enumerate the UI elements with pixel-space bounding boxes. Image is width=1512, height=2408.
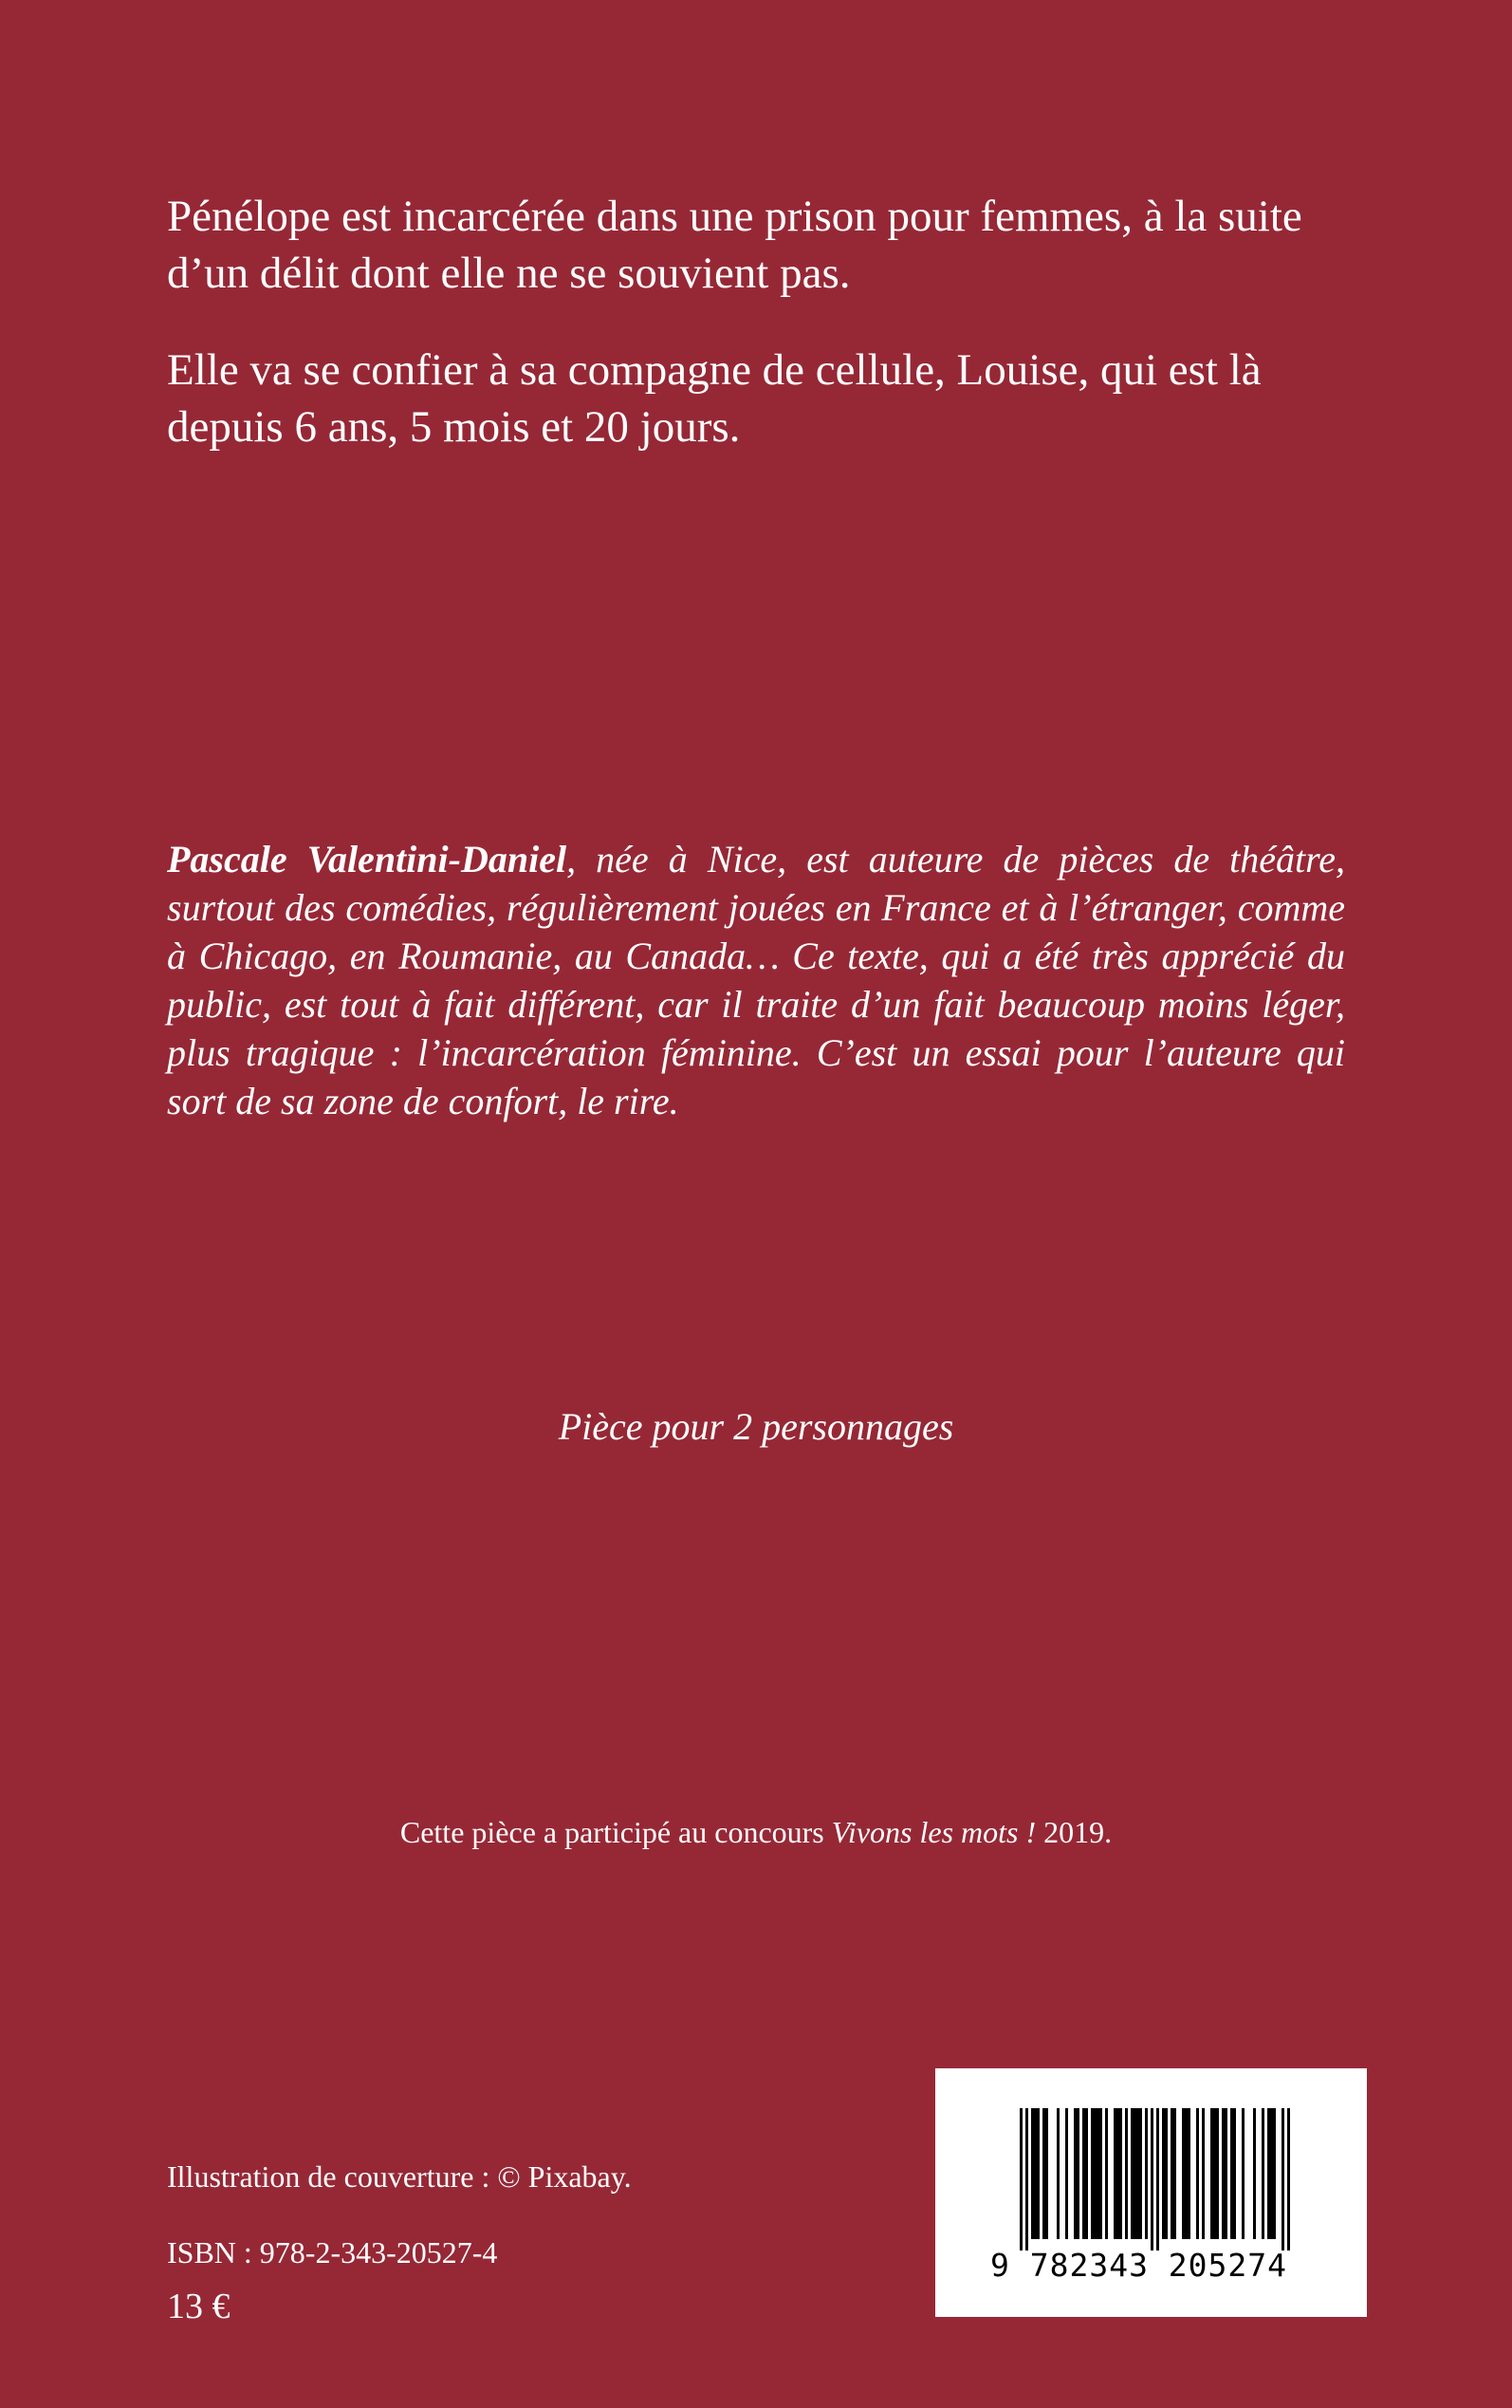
barcode-bar	[1085, 2108, 1088, 2239]
barcode-bar	[1099, 2108, 1102, 2239]
barcode-bar	[1020, 2108, 1023, 2251]
barcode-bar	[1222, 2108, 1225, 2239]
barcode-bar	[1262, 2108, 1264, 2239]
barcode-bar	[1173, 2108, 1176, 2239]
barcode-bar	[1273, 2108, 1276, 2239]
synopsis-paragraph-1: Pénélope est incarcérée dans une prison pour femmes, à la suite d’un délit dont elle ne se souvient pas.	[167, 192, 1302, 298]
synopsis	[167, 188, 1345, 455]
barcode-bar	[1282, 2108, 1284, 2251]
barcode-bar	[1188, 2108, 1190, 2239]
barcode-bar	[1230, 2108, 1233, 2239]
barcode-bar	[1037, 2108, 1040, 2239]
barcode-icon	[1013, 2108, 1298, 2251]
barcode-bar	[1151, 2108, 1153, 2251]
barcode-bar	[1131, 2108, 1134, 2239]
cast-note: Pièce pour 2 personnages	[558, 1405, 954, 1448]
barcode-bar	[1125, 2108, 1128, 2239]
illustration-credit: Illustration de couverture : © Pixabay.	[167, 2159, 632, 2194]
barcode-bar	[1270, 2108, 1273, 2239]
barcode-bar	[1156, 2108, 1159, 2251]
contest-suffix: 2019.	[1036, 1815, 1113, 1849]
author-bio-text: , née à Nice, est auteure de pièces de théâtre, surtout des comédies, régulièrement jouées en France et à l’étranger, comme à Chicago, en Roumanie, au Canada… Ce texte, qui a été très apprécié du public, est tout à fait différent, car il traite d’un fait beaucoup moins léger, plus tragique : l’incarcération féminine. C’est un essai pour l’auteure qui sort de sa zone de confort, le rire.	[167, 838, 1345, 1122]
barcode-bar	[1134, 2108, 1136, 2239]
contest-prefix: Cette pièce a participé au concours	[399, 1815, 832, 1849]
author-bio	[167, 835, 1345, 1125]
contest-title: Vivons les mots !	[831, 1815, 1037, 1849]
barcode-bar	[1225, 2108, 1227, 2239]
barcode-bar	[1287, 2108, 1290, 2251]
barcode-bar	[1196, 2108, 1199, 2239]
isbn: ISBN : 978-2-343-20527-4	[167, 2235, 498, 2269]
barcode-bar	[1094, 2108, 1097, 2239]
barcode-bar	[1253, 2108, 1256, 2239]
barcode-bar	[1216, 2108, 1219, 2239]
barcode-digits: 9 782343 205274	[990, 2247, 1288, 2284]
barcode-bar	[1145, 2108, 1148, 2239]
barcode-bar	[1116, 2108, 1119, 2239]
barcode-bar	[1202, 2108, 1205, 2239]
barcode-bar	[1139, 2108, 1142, 2239]
barcode-bar	[1114, 2108, 1116, 2239]
barcode-bar	[1185, 2108, 1188, 2239]
synopsis-paragraph-2: Elle va se confier à sa compagne de cellule, Louise, qui est là depuis 6 ans, 5 mois et 20 jours.	[167, 345, 1262, 452]
barcode-bar	[1042, 2108, 1045, 2239]
barcode-bar	[1105, 2108, 1108, 2239]
barcode-bar	[1162, 2108, 1165, 2239]
barcode-bar	[1213, 2108, 1216, 2239]
barcode-bar	[1057, 2108, 1060, 2239]
barcode-bar	[1031, 2108, 1034, 2239]
barcode-bar	[1034, 2108, 1037, 2239]
barcode-panel	[935, 2068, 1367, 2317]
barcode-bar	[1182, 2108, 1185, 2239]
barcode-bar	[1025, 2108, 1028, 2251]
barcode-bar	[1210, 2108, 1213, 2239]
barcode-bar	[1119, 2108, 1122, 2239]
barcode-bar	[1097, 2108, 1099, 2239]
barcode-bar	[1074, 2108, 1077, 2239]
barcode-bar	[1136, 2108, 1139, 2239]
barcode-bar	[1242, 2108, 1245, 2239]
barcode-bar	[1065, 2108, 1068, 2239]
barcode-bar	[1045, 2108, 1048, 2239]
barcode-bar	[1171, 2108, 1173, 2239]
barcode-bar	[1091, 2108, 1094, 2239]
barcode-bar	[1267, 2108, 1270, 2239]
barcode-bar	[1077, 2108, 1079, 2239]
author-name: Pascale Valentini-Daniel	[167, 838, 567, 880]
barcode-bar	[1082, 2108, 1085, 2239]
price: 13 €	[167, 2287, 230, 2326]
barcode-bar	[1233, 2108, 1236, 2239]
contest-note	[167, 1812, 1345, 1852]
barcode-bar	[1165, 2108, 1168, 2239]
